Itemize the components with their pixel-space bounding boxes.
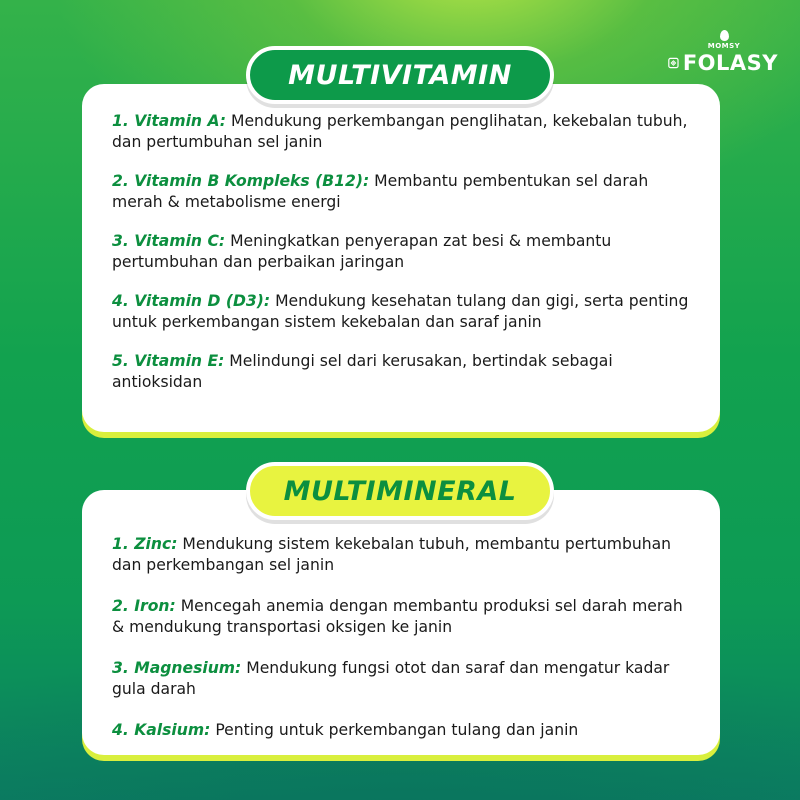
multimineral-heading [246, 462, 554, 520]
brand-name: FOLASY [682, 50, 778, 75]
item-key: 3. Vitamin C: [112, 232, 226, 250]
item-text: Meningkatkan penyerapan zat besi & membantu pertumbuhan dan perbaikan jaringan [112, 232, 612, 271]
brand-sublogo [696, 30, 752, 50]
item-text: Mendukung sistem kekebalan tubuh, membantu pertumbuhan dan perkembangan sel janin [112, 535, 672, 574]
brand-logo [668, 12, 778, 75]
drop-icon [720, 30, 729, 41]
item-key: 5. Vitamin E: [112, 352, 225, 370]
list-item [112, 171, 692, 213]
multivitamin-title: MULTIVITAMIN [288, 59, 512, 91]
multivitamin-card [82, 84, 720, 432]
item-text: Mencegah anemia dengan membantu produksi sel darah merah & mendukung transportasi oksigen ke janin [112, 597, 683, 636]
item-key: 4. Kalsium: [112, 721, 211, 739]
list-item [112, 596, 692, 638]
list-item [112, 231, 692, 273]
item-key: 1. Zinc: [112, 535, 178, 553]
item-key: 2. Iron: [112, 597, 176, 615]
item-text: Melindungi sel dari kerusakan, bertindak sebagai antioksidan [112, 352, 613, 391]
list-item [112, 534, 692, 576]
item-text: Mendukung fungsi otot dan saraf dan mengatur kadar gula darah [112, 659, 670, 698]
multimineral-card [82, 490, 720, 755]
brand-main [668, 50, 778, 76]
multimineral-title: MULTIMINERAL [283, 475, 517, 507]
folasy-logo-icon [668, 53, 679, 73]
item-text: Mendukung kesehatan tulang dan gigi, serta penting untuk perkembangan sistem kekebalan dan saraf janin [112, 292, 689, 331]
item-key: 3. Magnesium: [112, 659, 242, 677]
list-item [112, 720, 692, 741]
list-item [112, 111, 692, 153]
item-key: 4. Vitamin D (D3): [112, 292, 271, 310]
list-item [112, 291, 692, 333]
item-text: Mendukung perkembangan penglihatan, kekebalan tubuh, dan pertumbuhan sel janin [112, 112, 688, 151]
item-key: 2. Vitamin B Kompleks (B12): [112, 172, 370, 190]
item-text: Membantu pembentukan sel darah merah & metabolisme energi [112, 172, 649, 211]
multivitamin-heading [246, 46, 554, 104]
brand-small-label: MOMSY [707, 42, 741, 50]
list-item [112, 658, 692, 700]
item-text: Penting untuk perkembangan tulang dan janin [210, 721, 579, 739]
list-item [112, 351, 692, 393]
item-key: 1. Vitamin A: [112, 112, 227, 130]
